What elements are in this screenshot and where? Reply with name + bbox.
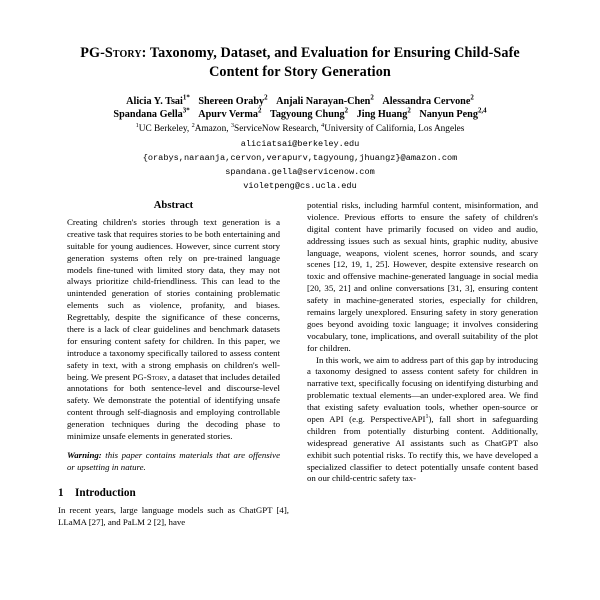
affiliation-marker: 1 bbox=[135, 121, 139, 129]
left-column bbox=[58, 200, 289, 528]
affiliation-marker: 2 bbox=[191, 121, 195, 129]
intro-paragraph-right-1: potential risks, including harmful content, misinformation, and violence. Previous efforts to ensure the safety of children's digital content have primarily focused on video and audio, addressing issues such as sexual hints, graphic nudity, abusive language, weapons, violent scenes, horror sounds, and scary scenes [12, 19, 1, 25]. However, despite extensive research on toxic and offensive machine-generated language in social media [20, 35, 21] and online conversations [31, 3], ensuring content safety in machine-generated stories, especially for children, remains largely unexplored. Ensuring safety in story generation goes beyond avoiding toxic language; it involves considering vocabulary, tone, implications, and overall suitability of the plot for children. bbox=[307, 200, 538, 353]
abstract-paragraph: Creating children's stories through text generation is a creative task that requires stories to be both entertaining and suitable for young audiences. However, since current story generation systems often rely on pre-trained language models fine-tuned with limited story data, they may not always prioritize child-friendliness. This can lead to the unintended generation of stories containing problematic elements such as violence, profanity, and biases. Regrettably, despite the significance of these concerns, there is a lack of clear guidelines and benchmark datasets for ensuring content safety for children. In this paper, we introduce a taxonomy specifically tailored to assess content safety in text, with a strong emphasis on children's well-being. We present PG-Story, a dataset that includes detailed annotations for both sentence-level and discourse-level safety. We demonstrate the potential of identifying unsafe content through self-diagnosis and employing controllable generation techniques during the decoding phase to minimize unsafe elements in generated stories. bbox=[67, 217, 281, 442]
author-affiliation-marker: 3* bbox=[182, 107, 190, 115]
author-name: Spandana Gella bbox=[113, 109, 183, 121]
author bbox=[270, 109, 348, 120]
section-title: Introduction bbox=[75, 486, 136, 499]
affiliation-list bbox=[46, 123, 554, 135]
email-address[interactable]: {orabys,naraanja,cervon,verapurv,tagyoung,jhuangz}@amazon.com bbox=[142, 152, 458, 163]
title-block bbox=[0, 0, 600, 82]
intro-paragraph-right-2: In this work, we aim to address part of this gap by introducing a taxonomy designed to assess content safety for children in narrative text, specifically focusing on identifying disturbing and problematic textual elements—an under-explored area. We find that existing safety evaluation tools, whether open-source or open API (e.g. PerspectiveAPI$^1$), fall short in safeguarding children from potentially disturbing content. Additionally, widespread generative AI assistants such as ChatGPT also exhibit such potential risks. To rectify this, we have developed a specialized classifier to detect potentially unsafe content based on our child-centric safety tax- bbox=[307, 354, 538, 484]
author bbox=[382, 96, 473, 107]
content-warning-label: Warning: bbox=[67, 449, 102, 460]
affiliation-marker: 4 bbox=[321, 121, 325, 129]
author-affiliation-marker: 2,4 bbox=[477, 107, 487, 115]
author-row-1 bbox=[46, 95, 554, 108]
title-line-2: Content for Story Generation bbox=[209, 63, 391, 80]
author-row-2 bbox=[46, 108, 554, 121]
page-title bbox=[62, 44, 538, 82]
author-affiliation-marker: 2 bbox=[264, 94, 268, 102]
author-name: Apurv Verma bbox=[198, 109, 258, 121]
abstract-heading: Abstract bbox=[153, 200, 194, 211]
author bbox=[126, 96, 190, 107]
email-list bbox=[0, 138, 600, 194]
affiliation-name: ServiceNow Research, bbox=[234, 123, 322, 134]
author-affiliation-marker: 1* bbox=[182, 94, 190, 102]
author-name: Tagyoung Chung bbox=[269, 109, 345, 121]
author-name: Anjali Narayan-Chen bbox=[276, 95, 371, 107]
author bbox=[113, 109, 189, 120]
title-rest: : Taxonomy, Dataset, and Evaluation for Ensuring Child-Safe bbox=[141, 45, 520, 61]
abstract-body bbox=[58, 217, 289, 474]
author-affiliation-marker: 2 bbox=[470, 94, 474, 102]
author-name: Jing Huang bbox=[356, 109, 408, 121]
email-address[interactable]: spandana.gella@servicenow.com bbox=[225, 166, 375, 177]
email-address[interactable]: violetpeng@cs.ucla.edu bbox=[243, 180, 357, 191]
author-affiliation-marker: 2 bbox=[407, 107, 411, 115]
author-name: Alicia Y. Tsai bbox=[126, 95, 183, 107]
affiliation-name: UC Berkeley, bbox=[138, 123, 192, 134]
affiliation-name: Amazon, bbox=[194, 123, 231, 134]
author bbox=[198, 96, 267, 107]
author bbox=[276, 96, 374, 107]
content-warning bbox=[67, 450, 280, 474]
affiliation-marker: 3 bbox=[230, 121, 235, 129]
author bbox=[357, 109, 411, 120]
author-affiliation-marker: 2 bbox=[344, 107, 349, 115]
author-name: Nanyun Peng bbox=[419, 109, 478, 121]
right-column bbox=[307, 200, 538, 528]
author bbox=[419, 109, 486, 120]
author-affiliation-marker: 2 bbox=[370, 94, 374, 102]
content-warning-text: this paper contains materials that are offensive or upsetting in nature. bbox=[67, 449, 280, 472]
body-columns bbox=[0, 200, 600, 528]
author-affiliation-marker: 2 bbox=[257, 107, 262, 115]
email-address[interactable]: aliciatsai@berkeley.edu bbox=[240, 138, 360, 149]
intro-paragraph-left: In recent years, large language models such as ChatGPT [4], LLaMA [27], and PaLM 2 [2], have bbox=[58, 504, 289, 527]
title-prefix: PG-Story bbox=[80, 45, 142, 61]
section-number: 1 bbox=[58, 486, 64, 499]
author-name: Shereen Oraby bbox=[198, 95, 265, 107]
section-heading-introduction bbox=[58, 487, 289, 499]
affiliation-name: University of California, Los Angeles bbox=[324, 123, 465, 134]
author-name: Alessandra Cervone bbox=[382, 95, 471, 107]
author-list bbox=[0, 95, 600, 135]
author bbox=[198, 109, 261, 120]
